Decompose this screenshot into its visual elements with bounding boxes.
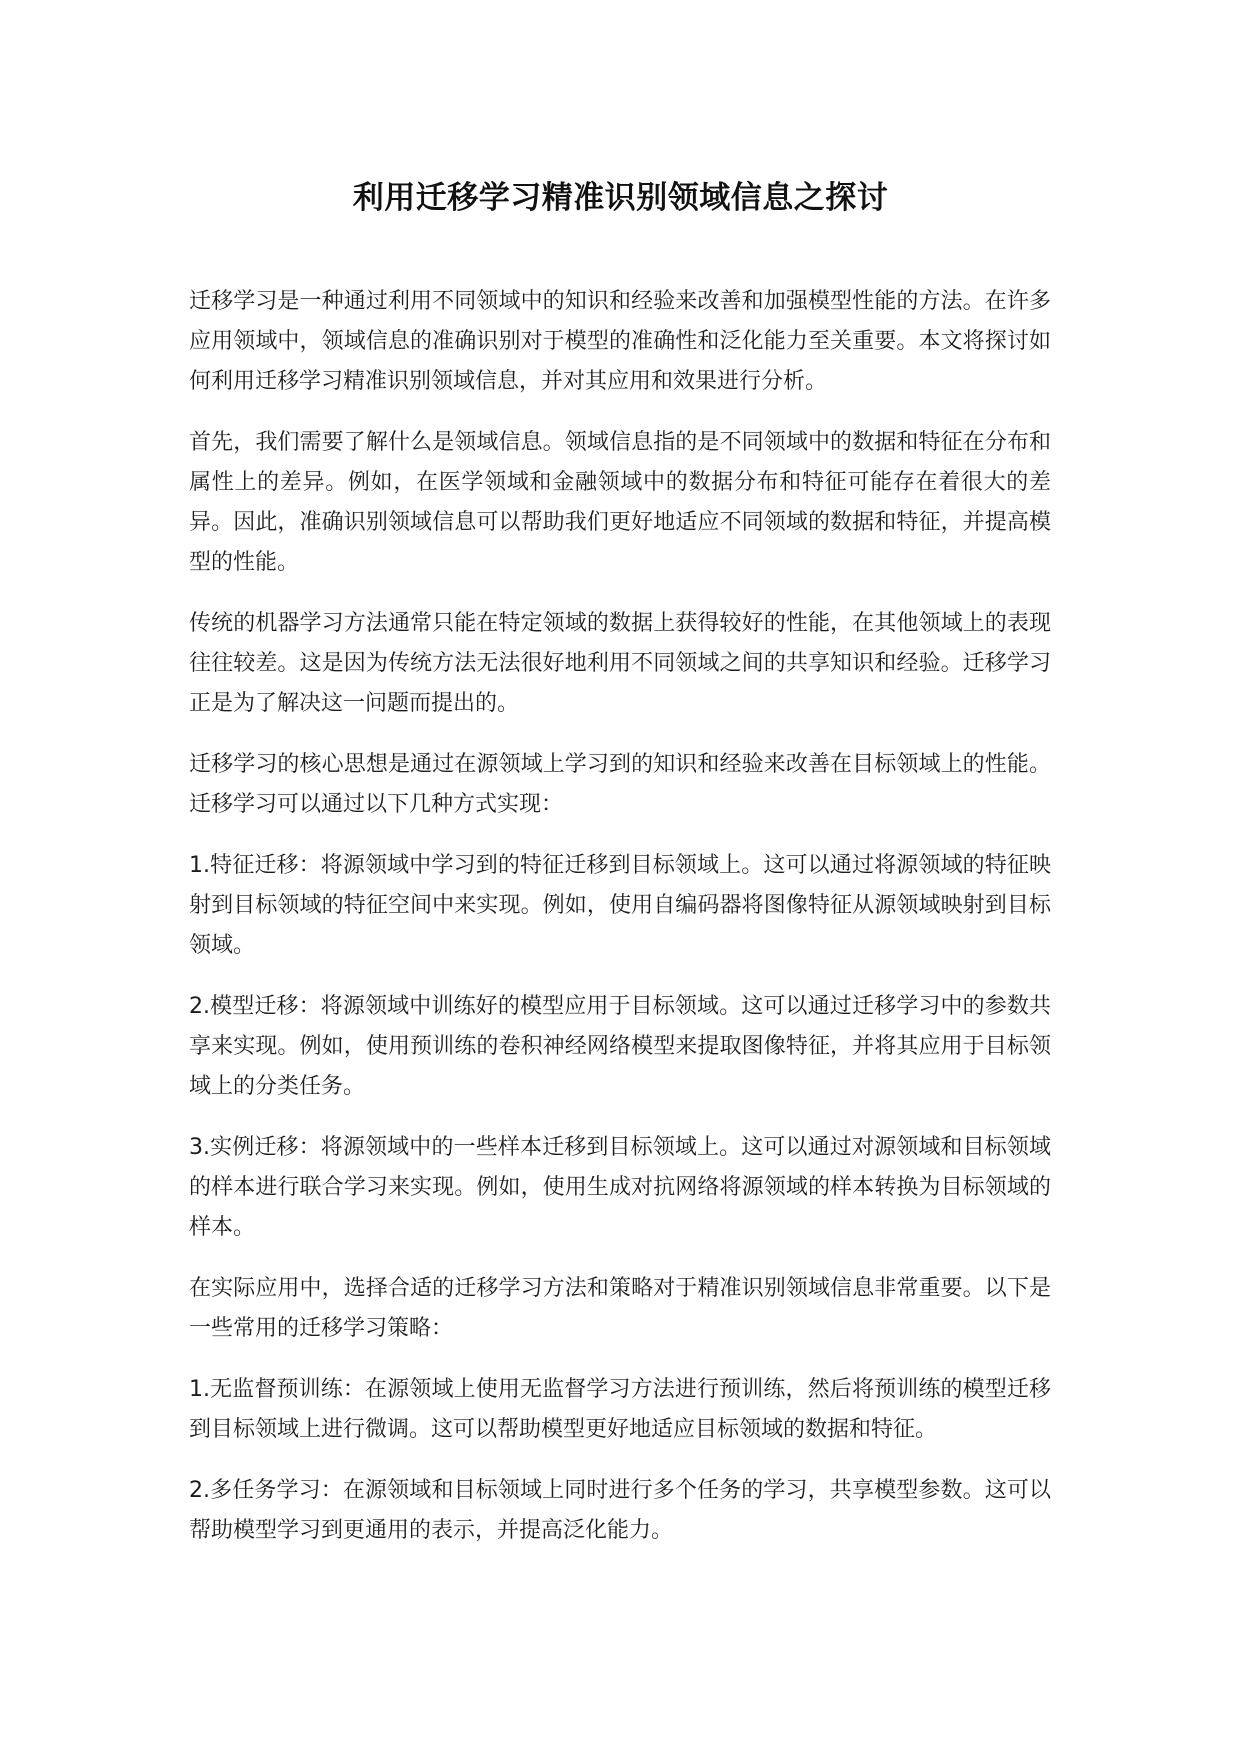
paragraph-model-transfer: 2.模型迁移：将源领域中训练好的模型应用于目标领域。这可以通过迁移学习中的参数共享来实现。例如，使用预训练的卷积神经网络模型来提取图像特征，并将其应用于目标领域上的分类任务。 [189, 994, 1051, 1099]
paragraph-multitask-learning: 2.多任务学习：在源领域和目标领域上同时进行多个任务的学习，共享模型参数。这可以帮助模型学习到更通用的表示，并提高泛化能力。 [189, 1478, 1051, 1543]
paragraph-instance-transfer: 3.实例迁移：将源领域中的一些样本迁移到目标领域上。这可以通过对源领域和目标领域的样本进行联合学习来实现。例如，使用生成对抗网络将源领域的样本转换为目标领域的样本。 [189, 1135, 1051, 1240]
document-body [189, 282, 1051, 1572]
document-title: 利用迁移学习精准识别领域信息之探讨 [352, 180, 889, 216]
paragraph-intro: 迁移学习是一种通过利用不同领域中的知识和经验来改善和加强模型性能的方法。在许多应用领域中，领域信息的准确识别对于模型的准确性和泛化能力至关重要。本文将探讨如何利用迁移学习精准识别领域信息，并对其应用和效果进行分析。 [189, 289, 1051, 394]
paragraph-domain-info: 首先，我们需要了解什么是领域信息。领域信息指的是不同领域中的数据和特征在分布和属性上的差异。例如，在医学领域和金融领域中的数据分布和特征可能存在着很大的差异。因此，准确识别领域信息可以帮助我们更好地适应不同领域的数据和特征，并提高模型的性能。 [189, 430, 1051, 575]
paragraph-feature-transfer: 1.特征迁移：将源领域中学习到的特征迁移到目标领域上。这可以通过将源领域的特征映射到目标领域的特征空间中来实现。例如，使用自编码器将图像特征从源领域映射到目标领域。 [189, 853, 1051, 958]
paragraph-core-idea: 迁移学习的核心思想是通过在源领域上学习到的知识和经验来改善在目标领域上的性能。迁移学习可以通过以下几种方式实现： [189, 752, 1051, 817]
paragraph-strategies-intro: 在实际应用中，选择合适的迁移学习方法和策略对于精准识别领域信息非常重要。以下是一些常用的迁移学习策略： [189, 1276, 1051, 1341]
paragraph-traditional-ml: 传统的机器学习方法通常只能在特定领域的数据上获得较好的性能，在其他领域上的表现往往较差。这是因为传统方法无法很好地利用不同领域之间的共享知识和经验。迁移学习正是为了解决这一问题而提出的。 [189, 611, 1051, 716]
paragraph-unsupervised-pretraining: 1.无监督预训练：在源领域上使用无监督学习方法进行预训练，然后将预训练的模型迁移到目标领域上进行微调。这可以帮助模型更好地适应目标领域的数据和特征。 [189, 1377, 1051, 1442]
